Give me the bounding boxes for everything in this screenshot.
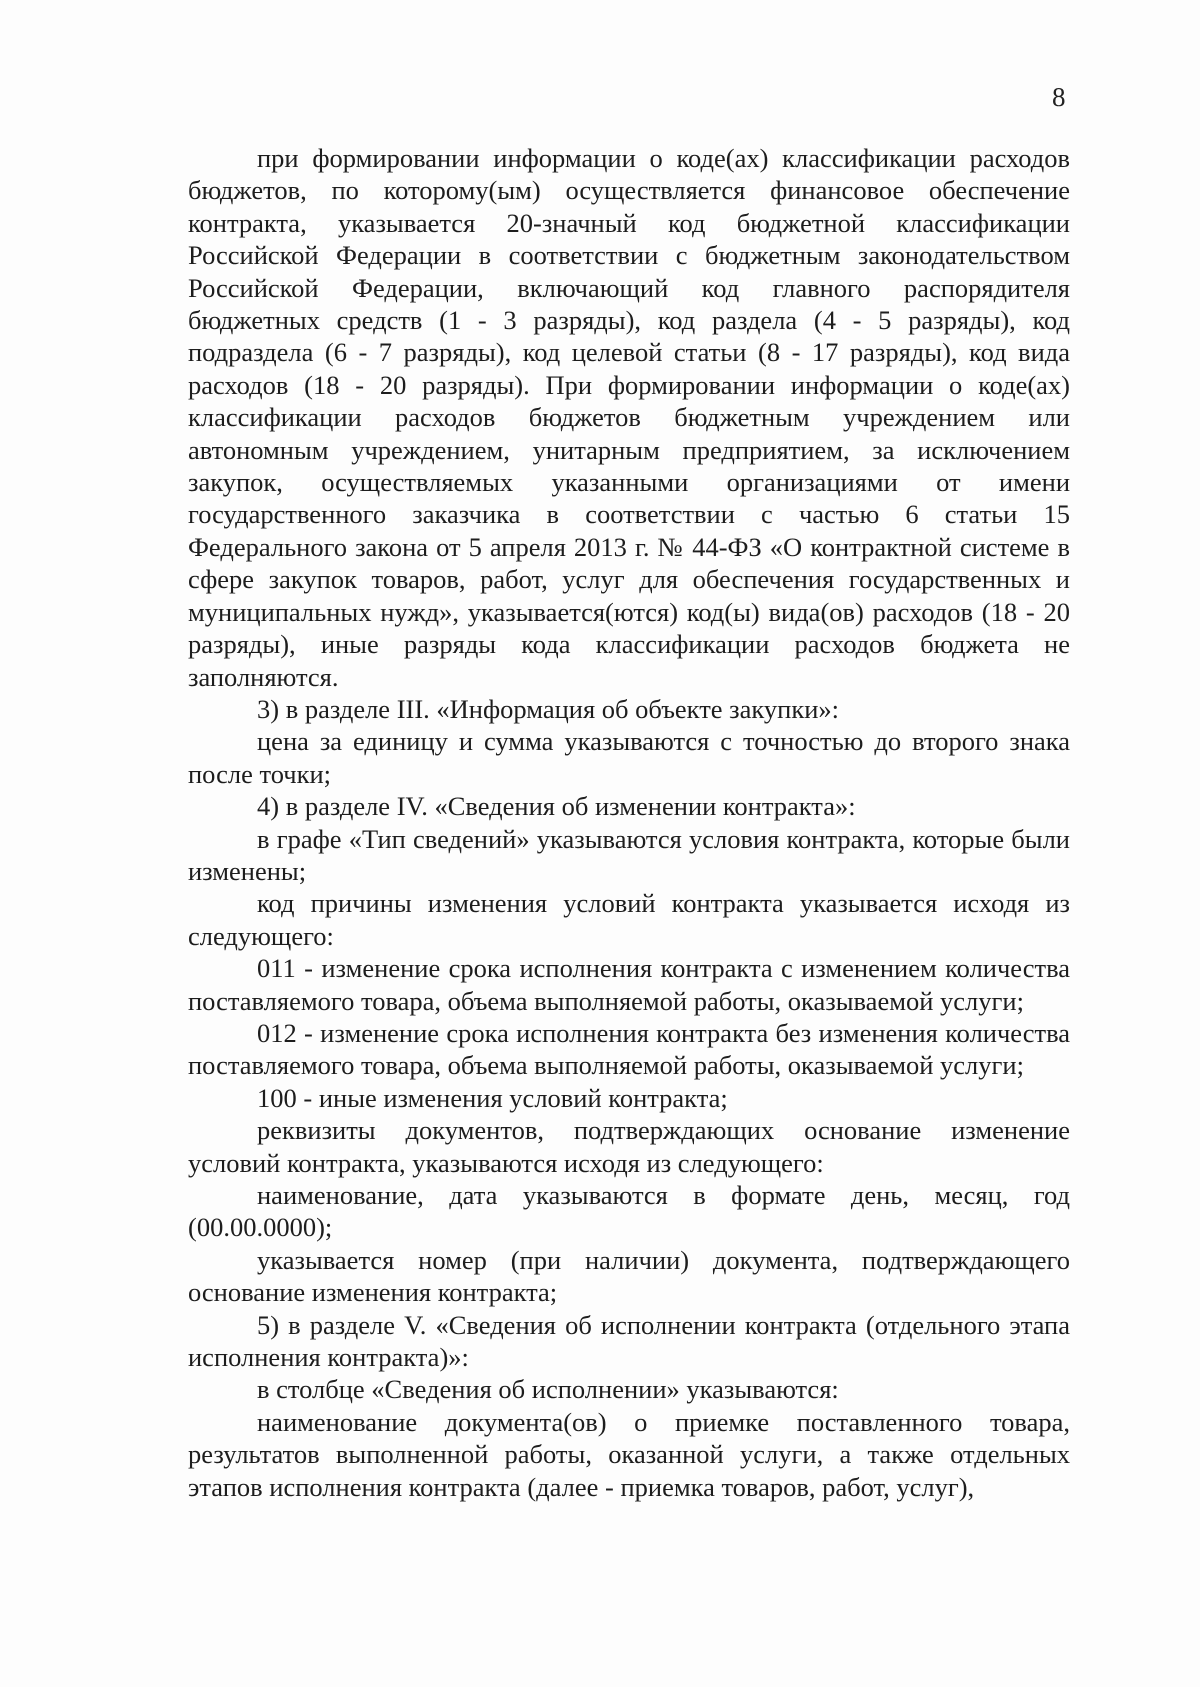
paragraph-code-100: 100 - иные изменения условий контракта; [257,1082,728,1113]
paragraph-doc-requisites: реквизиты документов, подтверждающих основание изменение условий контракта, указываются исходя из следующего: [188,1115,1070,1178]
paragraph-execution-column: в столбце «Сведения об исполнении» указываются: [257,1374,839,1405]
paragraph-code-011: 011 - изменение срока исполнения контракта с изменением количества поставляемого товара, объема выполняемой работы, оказываемой услуги; [188,953,1070,1016]
paragraph-section-5: 5) в разделе V. «Сведения об исполнении контракта (отдельного этапа исполнения контракта)»: [188,1309,1070,1373]
paragraph-doc-number: указывается номер (при наличии) документа, подтверждающего основание изменения контракта; [188,1244,1070,1308]
page-number: 8 [1052,82,1066,112]
paragraph-change-reason: код причины изменения условий контракта указывается исходя из следующего: [188,888,1070,951]
paragraph-unit-price: цена за единицу и сумма указываются с точностью до второго знака после точки; [188,726,1070,789]
paragraph-info-type: в графе «Тип сведений» указываются условия контракта, которые были изменены; [188,823,1070,886]
paragraph-code-012: 012 - изменение срока исполнения контракта без изменения количества поставляемого товара, объема выполняемой работы, оказываемой услуги; [188,1017,1070,1081]
paragraph-kbk-codes: при формировании информации о коде(ах) классификации расходов бюджетов, по которому(ым) осуществляется финансовое обеспечение контракта, указывается 20-значный код бюджетной классификации Российской Федерации в соответствии с бюджетным законодательством Российской Федерации, включающий код главного распорядителя бюджетных средств (1 - 3 разряды), код раздела (4 - 5 разряды), код подраздела (6 - 7 разряды), код целевой статьи (8 - 17 разряды), код вида расходов (18 - 20 разряды). При формировании информации о коде(ах) классификации расходов бюджетов бюджетным учреждением или автономным учреждением, унитарным предприятием, за исключением закупок, осуществляемых указанными организациями от имени государственного заказчика в соответствии с частью 6 статьи 15 Федерального закона от 5 апреля 2013 г. № 44-ФЗ «О контрактной системе в сфере закупок товаров, работ, услуг для обеспечения государственных и муниципальных нужд», указывается(ются) код(ы) вида(ов) расходов (18 - 20 разряды), иные разряды кода классификации расходов бюджета не заполняются. [188,143,1070,692]
paragraph-date-format: наименование, дата указываются в формате день, месяц, год (00.00.0000); [188,1180,1070,1243]
paragraph-section-4: 4) в разделе IV. «Сведения об изменении контракта»: [257,791,856,822]
paragraph-acceptance-docs: наименование документа(ов) о приемке поставленного товара, результатов выполненной работы, оказанной услуги, а также отдельных этапов исполнения контракта (далее - приемка товаров, работ, услуг), [188,1406,1070,1502]
paragraph-section-3: 3) в разделе III. «Информация об объекте закупки»: [257,693,840,724]
document-body [188,142,1070,1503]
